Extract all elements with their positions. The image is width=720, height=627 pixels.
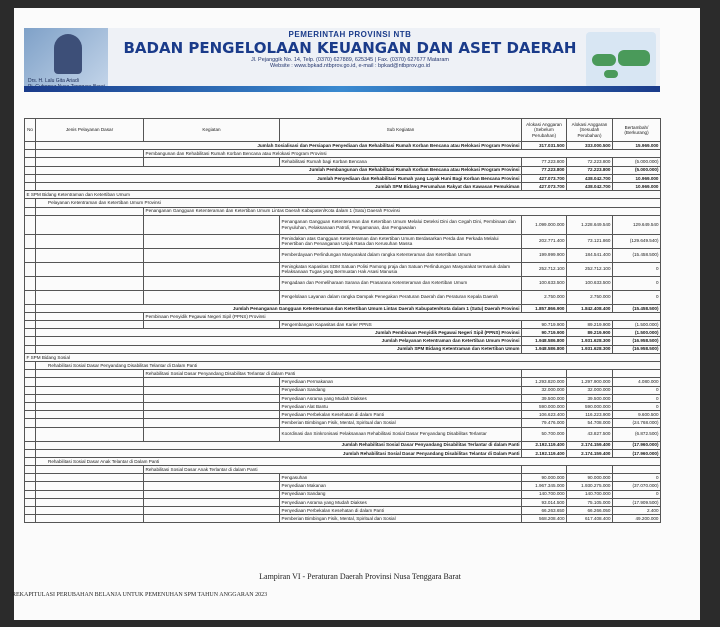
table-row — [25, 337, 661, 345]
table-cell — [25, 362, 36, 370]
official-name: Drs. H. Lalu Gita Ariadi — [28, 78, 79, 84]
table-row — [25, 466, 661, 474]
official-photo — [24, 28, 108, 92]
table-cell — [144, 262, 280, 276]
table-cell — [25, 441, 36, 449]
table-cell — [25, 262, 36, 276]
alokasi-sebelum-cell: 100.633.500 — [522, 276, 567, 290]
table-cell — [144, 276, 280, 290]
table-cell — [36, 507, 144, 515]
table-row — [25, 345, 661, 353]
table-row — [25, 142, 661, 150]
alokasi-sesudah-cell: 184.541.400 — [567, 248, 613, 262]
table-row — [25, 378, 661, 386]
selisih-cell: 0 — [613, 394, 661, 402]
selisih-cell: (6.872.500) — [613, 427, 661, 441]
table-cell — [144, 482, 280, 490]
alokasi-sesudah-cell: 1.228.649.540 — [567, 215, 613, 234]
table-row — [25, 248, 661, 262]
alokasi-sesudah-cell: 116.223.900 — [567, 411, 613, 419]
section-label: F SPM Bidang Sosial — [25, 353, 661, 361]
alokasi-sebelum-cell: 1.948.586.800 — [522, 337, 567, 345]
table-cell — [567, 466, 613, 474]
selisih-cell: 10.969.000 — [613, 182, 661, 190]
table-cell — [522, 466, 567, 474]
table-row — [25, 182, 661, 190]
table-cell — [144, 378, 280, 386]
selisih-cell: 0 — [613, 262, 661, 276]
subtotal-label: Jumlah Penyediaan dan Rehabilitasi Rumah yang Layak Huni Bagi Korban Bencana Provinsi — [36, 174, 522, 182]
sub-kegiatan-cell: Penyediaan Sandang — [280, 490, 522, 498]
table-cell — [25, 482, 36, 490]
alokasi-sebelum-cell: 199.999.900 — [522, 248, 567, 262]
table-row — [25, 262, 661, 276]
sub-kegiatan-cell: Penyediaan Permakanan — [280, 378, 522, 386]
table-cell — [25, 290, 36, 304]
section-label: E SPM Bidang Ketentraman dan Ketertiban Umum — [25, 191, 661, 199]
table-row — [25, 353, 661, 361]
table-row — [25, 290, 661, 304]
alokasi-sesudah-cell: 39.500.000 — [567, 394, 613, 402]
alokasi-sebelum-cell: 252.712.100 — [522, 262, 567, 276]
table-cell — [36, 419, 144, 427]
selisih-cell: (15.458.500) — [613, 304, 661, 312]
alokasi-sesudah-cell: 66.266.050 — [567, 507, 613, 515]
table-row — [25, 498, 661, 506]
table-cell — [25, 248, 36, 262]
alokasi-sesudah-cell: 617.408.400 — [567, 515, 613, 523]
alokasi-sebelum-cell: 202.771.400 — [522, 234, 567, 248]
appendix-caption: Lampiran VI - Peraturan Daerah Provinsi Nusa Tenggara Barat — [259, 572, 461, 581]
alokasi-sebelum-cell: 1.857.866.900 — [522, 304, 567, 312]
table-cell — [25, 312, 36, 320]
selisih-cell: (129.649.540) — [613, 234, 661, 248]
selisih-cell: 0 — [613, 490, 661, 498]
selisih-cell: (15.458.500) — [613, 248, 661, 262]
alokasi-sesudah-cell: 90.000.000 — [567, 474, 613, 482]
alokasi-sebelum-cell: 427.073.700 — [522, 174, 567, 182]
sub-kegiatan-cell: Pengelolaan Layanan dalam rangka Dampak Penegakan Peraturan Daerah dan Peraturan Kepala Daerah — [280, 290, 522, 304]
table-cell — [25, 402, 36, 410]
recap-note: REKAPITULASI PERUBAHAN BELANJA UNTUK PEMENUHAN SPM TAHUN ANGGARAN 2023 — [12, 592, 268, 598]
table-cell — [522, 370, 567, 378]
alokasi-sesudah-cell: 100.633.500 — [567, 276, 613, 290]
alokasi-sesudah-cell: 2.750.000 — [567, 290, 613, 304]
table-row — [25, 474, 661, 482]
subtotal-label: Jumlah Rehabilitasi Sosial Dasar Penyandang Disabilitas Terlantar di dalam Panti — [36, 441, 522, 449]
alokasi-sebelum-cell: 93.014.500 — [522, 498, 567, 506]
jenis-pelayanan-label: Pelayanan Ketentraman dan Ketertiban Umum Provinsi — [36, 199, 661, 207]
table-cell — [25, 276, 36, 290]
sub-kegiatan-cell: Pemberian Bimbingan Fisik, Mental, Spiritual dan Sosial — [280, 419, 522, 427]
table-row — [25, 515, 661, 523]
selisih-cell: (17.909.500) — [613, 498, 661, 506]
selisih-cell: (16.958.500) — [613, 345, 661, 353]
table-row — [25, 402, 661, 410]
table-cell — [25, 394, 36, 402]
table-cell — [25, 321, 36, 329]
alokasi-sebelum-cell: 2.192.119.400 — [522, 441, 567, 449]
table-cell — [36, 150, 144, 158]
col-sub-kegiatan: Sub Kegiatan — [280, 119, 522, 142]
person-silhouette-icon — [54, 34, 82, 74]
table-cell — [144, 394, 280, 402]
sub-kegiatan-cell: Penyediaan Sandang — [280, 386, 522, 394]
selisih-cell: (37.070.000) — [613, 482, 661, 490]
alokasi-sesudah-cell: 73.121.860 — [567, 234, 613, 248]
selisih-cell: 0 — [613, 402, 661, 410]
selisih-cell: (1.500.000) — [613, 329, 661, 337]
sub-kegiatan-cell: Peningkatan Kapasitas SDM Satuan Polisi Pamong praja dan Satuan Perlindungan Masyarakat termasuk dalam Pelaksanaan Tugas yang Bermuatan Hak Asasi Manusia — [280, 262, 522, 276]
col-alokasi-sebelum: Alokasi Anggaran (Sebelum Perubahan) — [522, 119, 567, 142]
alokasi-sesudah-cell: 43.827.500 — [567, 427, 613, 441]
col-selisih: Bertambah/ (Berkurang) — [613, 119, 661, 142]
alokasi-sebelum-cell: 590.000.000 — [522, 402, 567, 410]
table-row — [25, 304, 661, 312]
table-cell — [25, 370, 36, 378]
table-cell — [36, 207, 144, 215]
table-cell — [144, 498, 280, 506]
table-row — [25, 411, 661, 419]
table-row — [25, 362, 661, 370]
table-cell — [25, 345, 36, 353]
table-cell — [25, 427, 36, 441]
table-cell — [613, 370, 661, 378]
table-row — [25, 234, 661, 248]
alokasi-sebelum-cell: 106.623.400 — [522, 411, 567, 419]
alokasi-sebelum-cell: 39.500.000 — [522, 394, 567, 402]
alokasi-sesudah-cell: 1.931.628.300 — [567, 345, 613, 353]
table-cell — [144, 234, 280, 248]
subtotal-label: Jumlah SPM Bidang Ketentraman dan Ketertiban Umum — [36, 345, 522, 353]
table-cell — [144, 507, 280, 515]
selisih-cell: 0 — [613, 290, 661, 304]
table-cell — [25, 498, 36, 506]
table-cell — [25, 166, 36, 174]
alokasi-sesudah-cell: 54.708.000 — [567, 419, 613, 427]
alokasi-sebelum-cell: 2.192.119.400 — [522, 449, 567, 457]
table-cell — [144, 427, 280, 441]
table-cell — [567, 370, 613, 378]
kegiatan-label: Pembinaan Penyidik Pegawai Negeri Sipil (PPNS) Provinsi — [144, 312, 661, 320]
subtotal-label: Jumlah Rehabilitasi Sosial Dasar Penyandang Disabilitas Telantar di Dalam Panti — [36, 449, 522, 457]
alokasi-sebelum-cell: 1.099.000.000 — [522, 215, 567, 234]
selisih-cell: (24.768.000) — [613, 419, 661, 427]
table-cell — [25, 466, 36, 474]
table-cell — [25, 142, 36, 150]
alokasi-sesudah-cell: 140.700.000 — [567, 490, 613, 498]
table-row — [25, 490, 661, 498]
alokasi-sesudah-cell: 89.219.900 — [567, 321, 613, 329]
table-row — [25, 150, 661, 158]
selisih-cell: 129.649.540 — [613, 215, 661, 234]
table-cell — [144, 490, 280, 498]
selisih-cell: 15.969.000 — [613, 142, 661, 150]
col-no: No — [25, 119, 36, 142]
table-row — [25, 386, 661, 394]
alokasi-sebelum-cell: 77.223.800 — [522, 158, 567, 166]
table-row — [25, 276, 661, 290]
table-cell — [144, 402, 280, 410]
table-cell — [36, 276, 144, 290]
table-cell — [144, 248, 280, 262]
table-cell — [25, 182, 36, 190]
table-cell — [25, 449, 36, 457]
table-cell — [25, 419, 36, 427]
table-cell — [36, 515, 144, 523]
table-cell — [36, 482, 144, 490]
table-cell — [613, 466, 661, 474]
table-row — [25, 482, 661, 490]
table-cell — [25, 150, 36, 158]
table-cell — [144, 215, 280, 234]
alokasi-sebelum-cell: 1.967.345.000 — [522, 482, 567, 490]
alokasi-sesudah-cell: 72.223.800 — [567, 166, 613, 174]
table-cell — [36, 262, 144, 276]
table-cell — [36, 248, 144, 262]
table-cell — [36, 386, 144, 394]
alokasi-sesudah-cell: 1.930.275.000 — [567, 482, 613, 490]
table-cell — [25, 386, 36, 394]
table-cell — [144, 290, 280, 304]
subtotal-label: Jumlah Pembangunan dan Rehabilitasi Rumah Korban Bencana atau Relokasi Program Provinsi — [36, 166, 522, 174]
table-row — [25, 457, 661, 465]
alokasi-sebelum-cell: 90.719.900 — [522, 329, 567, 337]
subtotal-label: Jumlah Pembinaan Penyidik Pegawai Negeri Sipil (PPNS) Provinsi — [36, 329, 522, 337]
sub-kegiatan-cell: Penyediaan Perbekalan Kesehatan di dalam Panti — [280, 507, 522, 515]
selisih-cell: 49.200.000 — [613, 515, 661, 523]
table-row — [25, 427, 661, 441]
alokasi-sesudah-cell: 1.931.628.300 — [567, 337, 613, 345]
kegiatan-label: Rehabilitasi Sosial Dasar Anak Terlantar di dalam Panti — [144, 466, 522, 474]
alokasi-sebelum-cell: 32.000.000 — [522, 386, 567, 394]
col-kegiatan: Kegiatan — [144, 119, 280, 142]
header-stripe — [24, 86, 660, 92]
table-row — [25, 321, 661, 329]
alokasi-sebelum-cell: 77.223.800 — [522, 166, 567, 174]
agency-address: Jl. Pejanggik No. 14, Telp. (0370) 627889, 625345 | Fax. (0370) 627677 Mataram — [251, 57, 449, 63]
selisih-cell: 0 — [613, 474, 661, 482]
table-cell — [36, 321, 144, 329]
province-map-icon — [586, 32, 656, 88]
sub-kegiatan-cell: Penyediaan Perbekalan Kesehatan di dalam Panti — [280, 411, 522, 419]
alokasi-sebelum-cell: 66.263.650 — [522, 507, 567, 515]
table-cell — [25, 411, 36, 419]
table-cell — [36, 234, 144, 248]
table-cell — [36, 498, 144, 506]
sub-kegiatan-cell: Pemberian Bimbingan Fisik, Mental, Spiritual dan Sosial — [280, 515, 522, 523]
alokasi-sesudah-cell: 72.223.800 — [567, 158, 613, 166]
table-cell — [36, 378, 144, 386]
alokasi-sesudah-cell: 32.000.000 — [567, 386, 613, 394]
table-cell — [144, 411, 280, 419]
table-cell — [25, 507, 36, 515]
jenis-pelayanan-label: Rehabilitasi Sosial Dasar Anak Telantar di Dalam Panti — [36, 457, 661, 465]
table-cell — [25, 215, 36, 234]
table-row — [25, 158, 661, 166]
table-row — [25, 394, 661, 402]
table-cell — [25, 457, 36, 465]
alokasi-sesudah-cell: 438.042.700 — [567, 174, 613, 182]
selisih-cell: (17.960.000) — [613, 441, 661, 449]
table-cell — [36, 402, 144, 410]
agency-title: BADAN PENGELOLAAN KEUANGAN DAN ASET DAERAH — [123, 39, 577, 57]
table-cell — [36, 466, 144, 474]
table-cell — [144, 321, 280, 329]
subtotal-label: Jumlah SPM Bidang Perumahan Rakyat dan Kawasan Pemukiman — [36, 182, 522, 190]
alokasi-sebelum-cell: 1.293.820.000 — [522, 378, 567, 386]
table-row — [25, 191, 661, 199]
col-jenis: Jenis Pelayanan Dasar — [36, 119, 144, 142]
spm-budget-table — [24, 118, 661, 523]
col-alokasi-sesudah: Alokasi Anggaran (Sesudah Perubahan) — [567, 119, 613, 142]
table-cell — [36, 158, 144, 166]
table-row — [25, 449, 661, 457]
alokasi-sesudah-cell: 2.174.159.400 — [567, 449, 613, 457]
sub-kegiatan-cell: Penindakan atas Gangguan Ketenteraman dan Ketertiban Umum Berdasarkan Perda dan Perkada Melalui Penertiban dan Penanganan Unjuk Rasa dan Kerusuhan Massa — [280, 234, 522, 248]
selisih-cell: 0 — [613, 276, 661, 290]
table-cell — [25, 207, 36, 215]
alokasi-sesudah-cell: 333.000.500 — [567, 142, 613, 150]
sub-kegiatan-cell: Penyediaan Asrama yang Mudah Diakses — [280, 498, 522, 506]
alokasi-sebelum-cell: 1.948.586.800 — [522, 345, 567, 353]
alokasi-sebelum-cell: 140.700.000 — [522, 490, 567, 498]
table-cell — [25, 490, 36, 498]
selisih-cell: 4.080.000 — [613, 378, 661, 386]
table-cell — [144, 158, 280, 166]
table-cell — [25, 474, 36, 482]
sub-kegiatan-cell: Pengasuhan — [280, 474, 522, 482]
alokasi-sesudah-cell: 75.105.000 — [567, 498, 613, 506]
table-cell — [25, 337, 36, 345]
sub-kegiatan-cell: Pengadaan dan Pemeliharaan Sarana dan Prasarana Ketenteraman dan Ketertiban Umum — [280, 276, 522, 290]
table-cell — [25, 378, 36, 386]
kegiatan-label: Pembangunan dan Rehabilitasi Rumah Korban Bencana atau Relokasi Program Provinsi — [144, 150, 661, 158]
table-row — [25, 215, 661, 234]
table-cell — [25, 304, 36, 312]
table-cell — [144, 386, 280, 394]
sub-kegiatan-cell: Penyediaan Alat Bantu — [280, 402, 522, 410]
table-header-row — [25, 119, 661, 142]
table-cell — [25, 234, 36, 248]
selisih-cell: 2.400 — [613, 507, 661, 515]
selisih-cell: (5.000.000) — [613, 158, 661, 166]
table-row — [25, 312, 661, 320]
sub-kegiatan-cell: Koordinasi dan Sinkronisasi Pelaksanaan Rehabilitasi Sosial Dasar Penyandang Disabilitas Terlantar — [280, 427, 522, 441]
table-cell — [36, 394, 144, 402]
alokasi-sesudah-cell: 252.712.100 — [567, 262, 613, 276]
alokasi-sesudah-cell: 1.842.408.400 — [567, 304, 613, 312]
sub-kegiatan-cell: Pemberdayaan Perlindungan Masyarakat dalam rangka Ketenteraman dan Ketertiban Umum — [280, 248, 522, 262]
table-cell — [25, 515, 36, 523]
alokasi-sebelum-cell: 2.750.000 — [522, 290, 567, 304]
alokasi-sesudah-cell: 590.000.000 — [567, 402, 613, 410]
table-cell — [36, 490, 144, 498]
alokasi-sesudah-cell: 89.219.900 — [567, 329, 613, 337]
table-cell — [25, 329, 36, 337]
government-name: PEMERINTAH PROVINSI NTB — [288, 30, 412, 39]
alokasi-sebelum-cell: 90.719.900 — [522, 321, 567, 329]
alokasi-sesudah-cell: 2.174.159.400 — [567, 441, 613, 449]
table-row — [25, 207, 661, 215]
alokasi-sebelum-cell: 317.031.500 — [522, 142, 567, 150]
sub-kegiatan-cell: Penanganan Gangguan Ketenteraman dan Ketertiban Umum Melalui Deteksi Dini dan Cegah Dini, Pembinaan dan Penyuluhan, Pelaksanaan Patroli, Pengamanan, dan Pengawalan — [280, 215, 522, 234]
sub-kegiatan-cell: Rehabilitasi Rumah bagi Korban Bencana — [280, 158, 522, 166]
selisih-cell: (5.000.000) — [613, 166, 661, 174]
sub-kegiatan-cell: Penyediaan Makanan — [280, 482, 522, 490]
table-row — [25, 507, 661, 515]
table-row — [25, 370, 661, 378]
selisih-cell: (16.958.500) — [613, 337, 661, 345]
agency-website: Website : www.bpkad.ntbprov.go.id, e-mail : bpkad@ntbprov.go.id — [270, 63, 430, 69]
subtotal-label: Jumlah Pelayanan Ketentraman dan Ketertiban Umum Provinsi — [36, 337, 522, 345]
letterhead — [24, 28, 660, 92]
table-cell — [36, 290, 144, 304]
table-row — [25, 166, 661, 174]
table-cell — [25, 158, 36, 166]
table-cell — [36, 370, 144, 378]
table-cell — [25, 199, 36, 207]
selisih-cell: 0 — [613, 386, 661, 394]
selisih-cell: (17.960.000) — [613, 449, 661, 457]
table-cell — [36, 215, 144, 234]
kegiatan-label: Penanganan Gangguan Ketenteraman dan Ketertiban Umum Lintas Daerah Kabupaten/Kota dalam 1 (Satu) Daerah Provinsi — [144, 207, 661, 215]
sub-kegiatan-cell: Penyediaan Asrama yang Mudah Diakses — [280, 394, 522, 402]
subtotal-label: Jumlah Sosialisasi dan Persiapan Penyediaan dan Rehabilitasi Rumah Korban Bencana atau Relokasi Program Provinsi — [36, 142, 522, 150]
jenis-pelayanan-label: Rehabilitasi Sosial Dasar Penyandang Disabilitas Telantar di Dalam Panti — [36, 362, 661, 370]
alokasi-sebelum-cell: 79.476.000 — [522, 419, 567, 427]
selisih-cell: (1.500.000) — [613, 321, 661, 329]
table-row — [25, 199, 661, 207]
alokasi-sebelum-cell: 568.208.400 — [522, 515, 567, 523]
alokasi-sebelum-cell: 50.700.000 — [522, 427, 567, 441]
table-cell — [25, 174, 36, 182]
table-cell — [36, 427, 144, 441]
sub-kegiatan-cell: Pengembangan Kapasitas dan Karier PPNS — [280, 321, 522, 329]
alokasi-sebelum-cell: 90.000.000 — [522, 474, 567, 482]
alokasi-sesudah-cell: 1.297.900.000 — [567, 378, 613, 386]
table-row — [25, 419, 661, 427]
table-cell — [36, 312, 144, 320]
table-cell — [144, 419, 280, 427]
table-cell — [36, 474, 144, 482]
table-cell — [36, 411, 144, 419]
selisih-cell: 9.600.500 — [613, 411, 661, 419]
table-row — [25, 329, 661, 337]
subtotal-label: Jumlah Penanganan Gangguan Ketenteraman dan Ketertiban Umum Lintas Daerah Kabupaten/Kota dalam 1 (Satu) Daerah Provinsi — [36, 304, 522, 312]
alokasi-sebelum-cell: 427.073.700 — [522, 182, 567, 190]
table-cell — [144, 474, 280, 482]
table-row — [25, 441, 661, 449]
kegiatan-label: Rehabilitasi Sosial Dasar Penyandang Disabilitas Terlantar di dalam Panti — [144, 370, 522, 378]
selisih-cell: 10.969.000 — [613, 174, 661, 182]
table-row — [25, 174, 661, 182]
table-cell — [144, 515, 280, 523]
alokasi-sesudah-cell: 438.042.700 — [567, 182, 613, 190]
